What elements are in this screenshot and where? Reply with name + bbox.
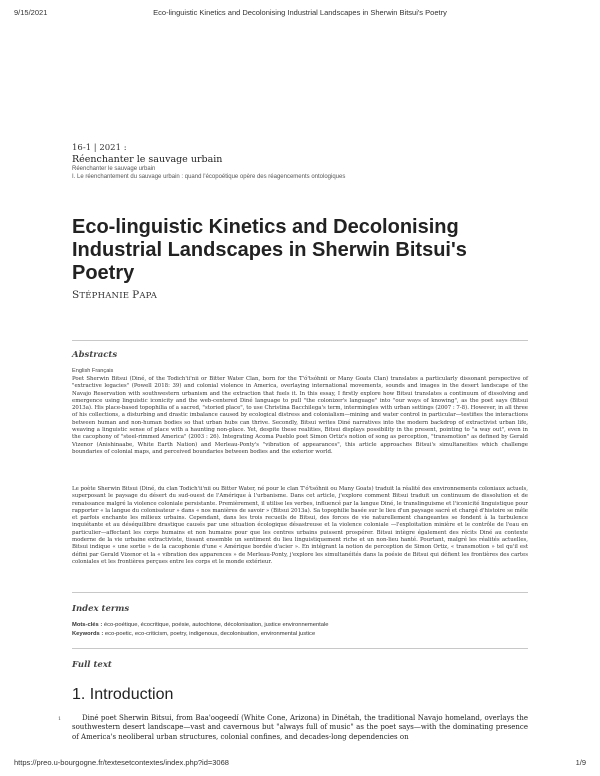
paragraph-number: 1 [58,716,62,722]
author-name[interactable]: STÉPHANIE PAPA [72,289,158,301]
full-text-heading: Full text [72,660,112,670]
print-title: Eco-linguistic Kinetics and Decolonising Industrial Landscapes in Sherwin Bitsui's Poetry [153,8,447,17]
divider [72,340,528,341]
breadcrumb-section[interactable]: I. Le réenchantement du sauvage urbain : quand l'écopoétique opère des réagencements ontologiques [72,174,346,180]
issue-title[interactable]: Réenchanter le sauvage urbain [72,154,223,165]
keywords-en: Keywords : eco-poetic, eco-criticism, poetry, indigenous, decolonisation, environmental justice [72,631,316,637]
breadcrumb-issue[interactable]: Réenchanter le sauvage urbain [72,166,156,172]
section-title: 1. Introduction [72,686,174,703]
page-number: 1/9 [575,758,586,767]
divider [72,648,528,649]
issue-number[interactable]: 16-1 | 2021 : [72,143,127,153]
intro-paragraph: Diné poet Sherwin Bitsui, from Baa'oogeedí (White Cone, Arizona) in Dinétah, the traditional Navajo homeland, overlays the southwestern desert landscape—vast and cavernous but "always full of music" as the poet says—with the dominating presence of America's neoliberal urban structures, colonial confines, and decades-long dependencies on [72,714,528,741]
abstracts-heading: Abstracts [72,350,118,360]
article-title: Eco-linguistic Kinetics and Decolonising Industrial Landscapes in Sherwin Bitsui's Poetry [72,216,467,284]
print-date: 9/15/2021 [14,8,48,17]
print-footer [14,758,586,770]
print-header [14,8,586,20]
abstract-language-links[interactable]: English Français [72,368,114,374]
abstract-english: Poet Sherwin Bitsui (Diné, of the Todich'ii'nii or Bitter Water Clan, born for the T'ó'tsóhnii or Many Goats Clan) translates a particularly dissonant perspective of "extractive legacies" (Powell 2018: 39) and colonial violence in America, overlaying international movements, sounds and images in the desert landscape of the Navajo Reservation with southwestern urbanism and the extraction that fuels it. In this essay, I firstly explore how Bitsui translates a continuum of dissolving and emergence using linguistic iconicity and the web-centered Diné language to pull "the colonizer's language" into "our ways of knowing", as the poet says (Bitsui 2013a). His place-based topophilia of a sacred, "storied place", to use Christina Bacchilega's term, intermingles with urban settings (2007 : 7-8). However, in all three of his collections, a disturbing and drastic imbalance caused by ecological distress and colonialism—mining and water control in particular—testifies the interactions between human and non-human bodies so that urban hubs can thrive. Secondly, Bitsui writes Diné narratives into the modern backdrop of extractivist urban life, weaving a linguistic sense of place with a haunting non-place. Yet, despite these realities, Bitsui displays possibility in the present, pointing to "a way out", even in the cacophony of "steel-rimmed America" (2003 : 26). Integrating Acoma Pueblo poet Simon Ortiz's notion of song as perception, "transmotion" as defined by Gerald Vizenor (Anishinaabe, White Earth Nation) and Merleau-Ponty's "vibration of appearances", this article approaches Bitsui's simultaneities which challenge boundaries of colonial maps, and perceived boundaries between bodies and the exterior world. [72,376,528,455]
abstract-french: Le poète Sherwin Bitsui (Diné, du clan Todich'ii'nii ou Bitter Water, né pour le clan T'ó'tsóhnii ou Many Goats) traduit la réalité des environnements coloniaux actuels, superposant le paysage du désert du sud-ouest de l'Amérique à l'urbanisme. Dans cet article, j'explore comment Bitsui traduit un continuum de dissolution et de renaissance malgré la violence coloniale persistante. Premièrement, il utilise les verbes, influencé par la langue Diné, le translinguisme et l'iconicité linguistique pour rapporter « la langue du colonisateur » dans « nos manières de savoir » (Bitsui 2013a). Sa topophilie basée sur le lieu d'un paysage sacré et chargé d'histoire se mêle et parfois enchante les milieux urbains. Cependant, dans les trois recueils de Bitsui, des forces de vie naturellement changeantes se fondent à la turbulence inquiétante et au déséquilibre drastique causés par une situation écologique désastreuse et la violence coloniale —l'exploitation minière et le contrôle de l'eau en particulier—affectant les corps humains et non humains pour que les centres urbains puissent prospérer. Bitsui intègre également des récits Diné au contexte moderne de la vie urbaine extractiviste, tissant ensemble un sentiment du lieu linguistiquement riche et un non-lieu hanté. Pourtant, malgré les réalités actuelles, Bitsui indique « une sortie » de la cacophonie d'une « Amérique bordée d'acier ». En intégrant la notion de perception de Simon Ortiz, « transmotion » tel qu'il est défini par Gerald Vizenor et la « vibration des apparences » de Merleau-Ponty, j'explore les simultanéités dans la poésie de Bitsui qui défient les frontières des cartes coloniales et les frontières perçues entre les corps et le monde extérieur. [72,486,528,565]
print-url[interactable]: https://preo.u-bourgogne.fr/textesetcontextes/index.php?id=3068 [14,758,229,767]
keywords-en-terms[interactable]: eco-poetic, eco-criticism, poetry, indigenous, decolonisation, environmental justice [104,631,316,637]
keywords-fr: Mots-clés : éco-poétique, écocritique, poésie, autochtone, décolonisation, justice environnementale [72,622,329,628]
keywords-fr-terms[interactable]: éco-poétique, écocritique, poésie, autochtone, décolonisation, justice environnementale [103,622,329,628]
index-terms-heading: Index terms [72,604,130,614]
divider [72,592,528,593]
